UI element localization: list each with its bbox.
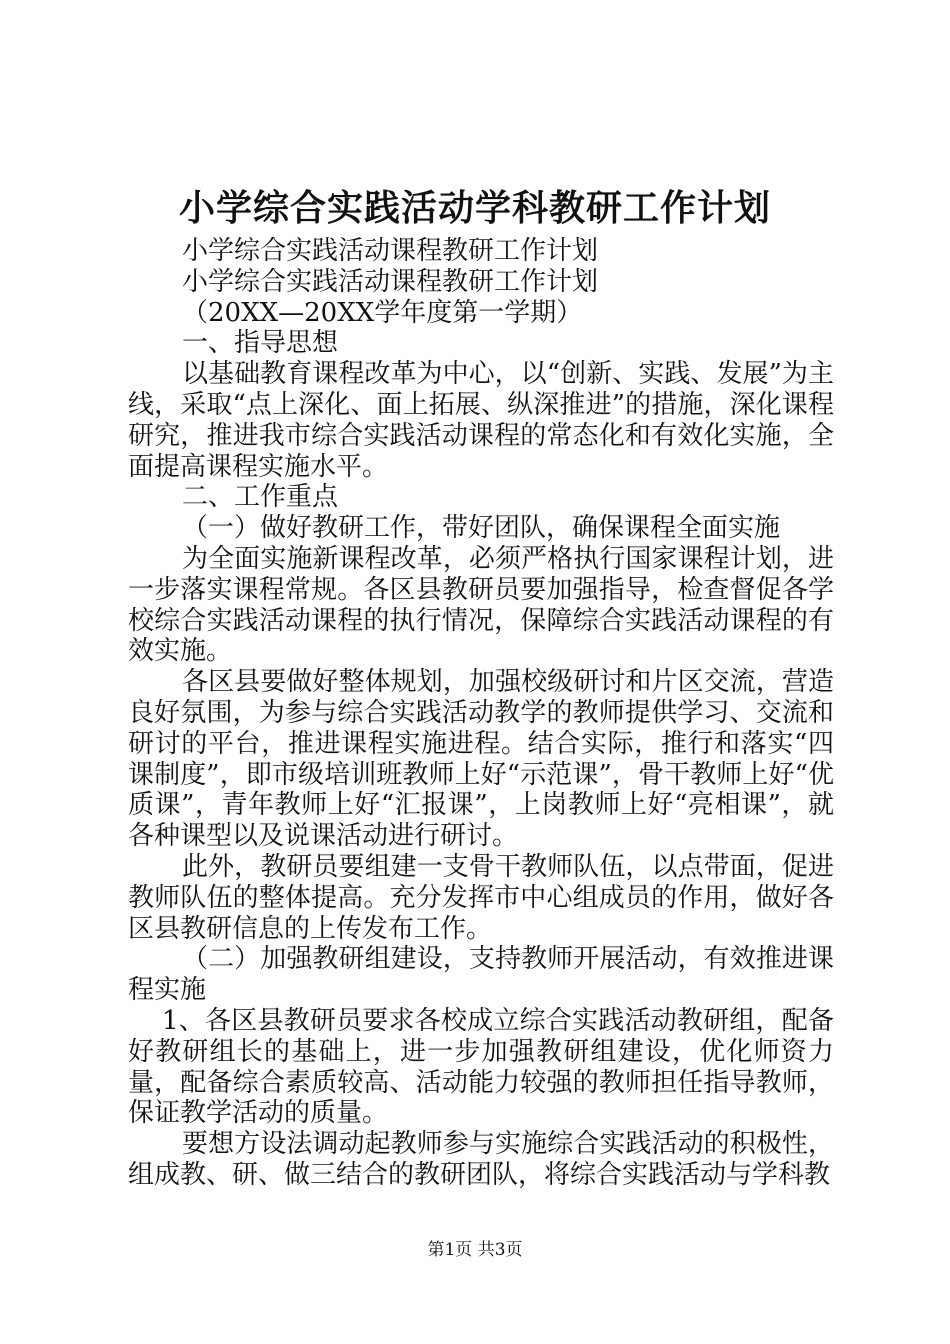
body-paragraph: 以基础教育课程改革为中心，以“创新、实践、发展”为主线，采取“点上深化、面上拓展、纵深推进”的措施，深化课程研究，推进我市综合实践活动课程的常态化和有效化实施，全面提高课程实施水平。 <box>128 359 834 482</box>
section-heading: 一、指导思想 <box>182 328 339 359</box>
body-paragraph: 为全面实施新课程改革，必须严格执行国家课程计划，进一步落实课程常规。各区县教研员要加强指导，检查督促各学校综合实践活动课程的执行情况，保障综合实践活动课程的有效实施。 <box>128 543 834 667</box>
subsection-heading: （一）做好教研工作，带好团队，确保课程全面实施 <box>182 513 781 544</box>
page-footer: 第1页 共3页 <box>427 1240 523 1260</box>
body-paragraph: 1、各区县教研员要求各校成立综合实践活动教研组，配备好教研组长的基础上，进一步加强教研组建设，优化师资力量，配备综合素质较高、活动能力较强的教师担任指导教师，保证教学活动的质量。 <box>128 1005 834 1129</box>
section-heading: 二、工作重点 <box>182 482 339 513</box>
document-body <box>128 236 834 1191</box>
subsection-heading: （二）加强教研组建设，支持教师开展活动，有效推进课程实施 <box>128 944 834 1006</box>
body-paragraph: 要想方设法调动起教师参与实施综合实践活动的积极性，组成教、研、做三结合的教研团队，将综合实践活动与学科教 <box>128 1129 834 1190</box>
subtitle-line: 小学综合实践活动课程教研工作计划 <box>182 236 599 266</box>
term-line: （20XX—20XX学年度第一学期） <box>182 297 583 328</box>
document-title: 小学综合实践活动学科教研工作计划 <box>178 187 771 229</box>
subtitle-line: 小学综合实践活动课程教研工作计划 <box>182 266 599 297</box>
body-paragraph: 各区县要做好整体规划，加强校级研讨和片区交流，营造良好氛围，为参与综合实践活动教学的教师提供学习、交流和研讨的平台，推进课程实施进程。结合实际，推行和落实“四课制度”，即市级培训班教师上好“示范课”，骨干教师上好“优质课”，青年教师上好“汇报课”，上岗教师上好“亮相课”，就各种课型以及说课活动进行研讨。 <box>128 667 834 852</box>
body-paragraph: 此外，教研员要组建一支骨干教师队伍，以点带面，促进教师队伍的整体提高。充分发挥市中心组成员的作用，做好各区县教研信息的上传发布工作。 <box>128 851 834 944</box>
